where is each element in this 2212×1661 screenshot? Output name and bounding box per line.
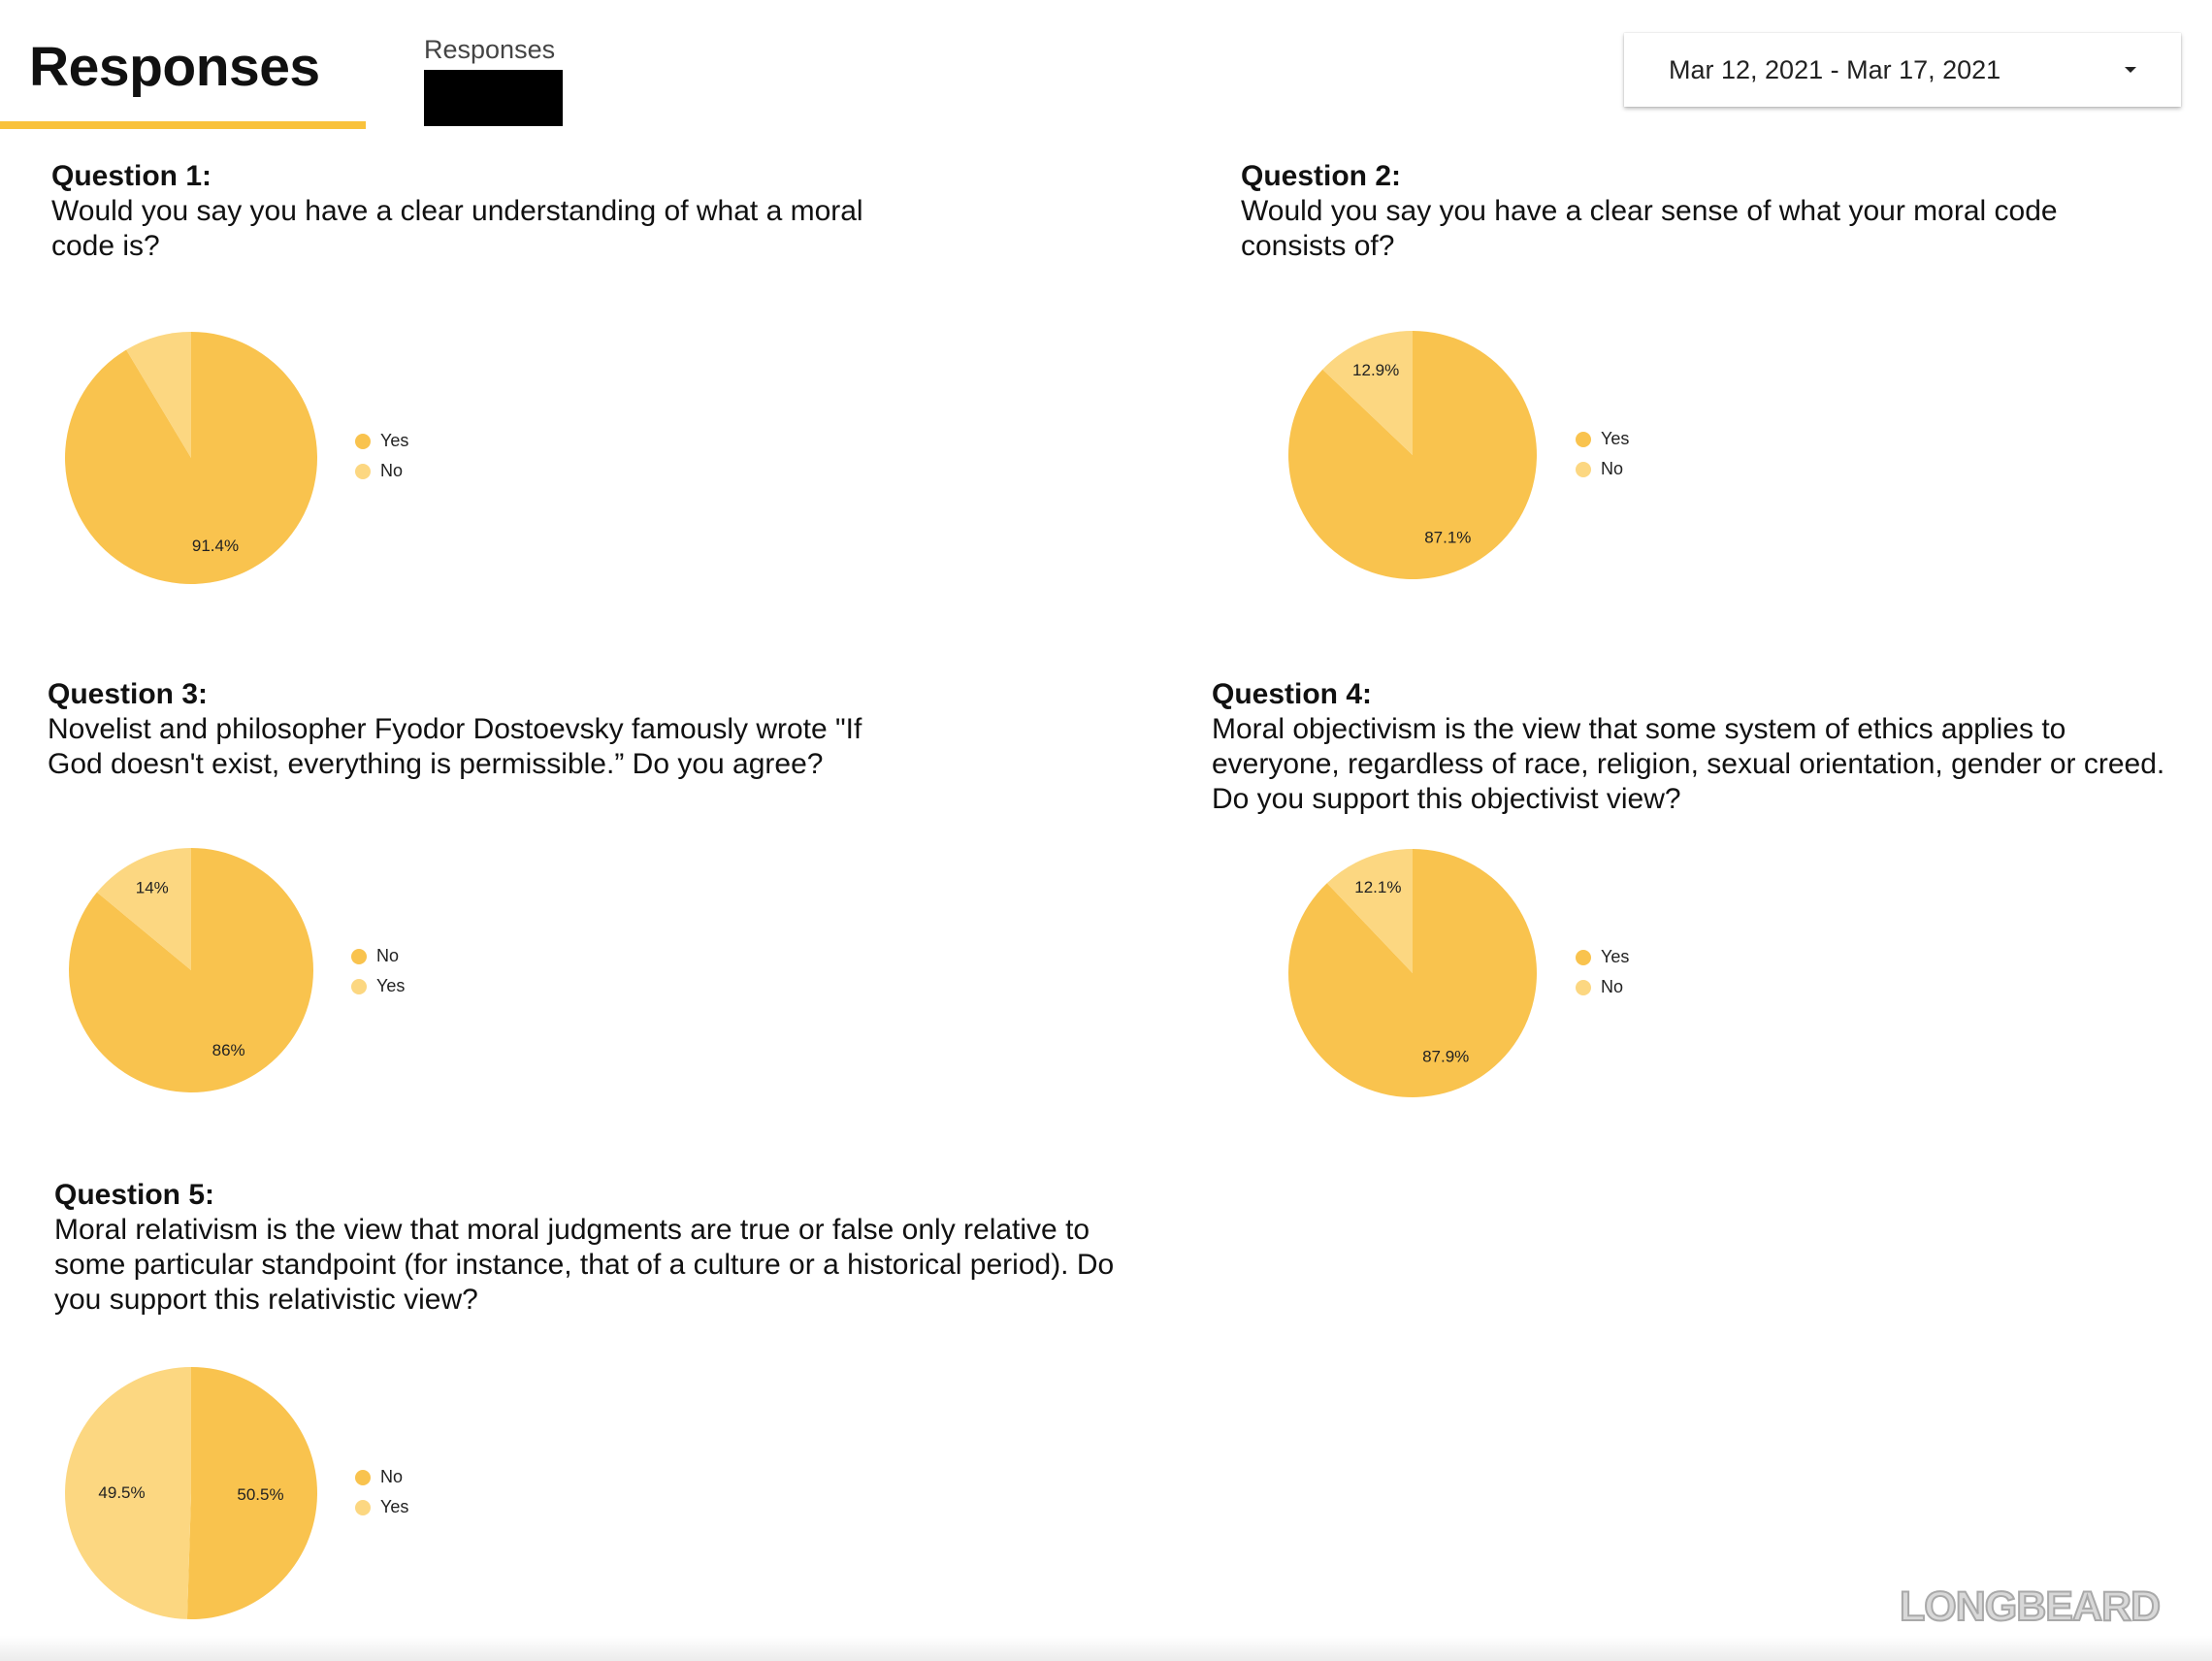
question-text-line: Novelist and philosopher Fyodor Dostoevsky famously wrote "If — [48, 713, 862, 745]
pie-chart-4 — [1285, 845, 1541, 1101]
legend-4 — [1576, 942, 1629, 1002]
legend-2 — [1576, 424, 1629, 484]
question-text-line: Would you say you have a clear understanding of what a moral — [51, 195, 863, 227]
legend-item-yes[interactable] — [1576, 942, 1629, 972]
slice-data-label: 87.1% — [1424, 528, 1472, 547]
question-2 — [1241, 159, 2192, 264]
legend-item-no[interactable] — [1576, 454, 1629, 484]
legend-label: No — [1601, 459, 1624, 478]
question-text-line: Moral relativism is the view that moral judgments are true or false only relative to — [54, 1214, 1090, 1246]
page-title: Responses — [29, 36, 320, 98]
pie-chart-2 — [1285, 327, 1541, 583]
question-3 — [48, 677, 1115, 782]
question-4 — [1212, 677, 2192, 817]
redacted-block — [424, 70, 563, 126]
question-heading: Question 4: — [1212, 678, 1373, 710]
tab-label[interactable]: Responses — [424, 35, 556, 64]
legend-5 — [355, 1462, 408, 1522]
question-text-line: consists of? — [1241, 230, 1395, 262]
question-heading: Question 5: — [54, 1179, 215, 1211]
legend-swatch — [1576, 950, 1591, 965]
date-range-text: Mar 12, 2021 - Mar 17, 2021 — [1669, 55, 2001, 84]
legend-label: No — [380, 1467, 404, 1486]
legend-swatch — [355, 1470, 371, 1485]
longbeard-logo: LONGBEARD — [1900, 1583, 2161, 1630]
legend-item-yes[interactable] — [1576, 424, 1629, 454]
question-5 — [54, 1178, 1219, 1318]
chevron-down-icon — [2125, 67, 2136, 73]
legend-item-no[interactable] — [355, 456, 408, 486]
question-text-line: you support this relativistic view? — [54, 1284, 478, 1316]
slice-data-label: 91.4% — [191, 537, 240, 556]
legend-swatch — [355, 464, 371, 479]
legend-item-no[interactable] — [355, 1462, 408, 1492]
legend-1 — [355, 426, 408, 486]
legend-item-no[interactable] — [1576, 972, 1629, 1002]
legend-label: No — [380, 461, 404, 480]
legend-swatch — [355, 1500, 371, 1515]
slice-data-label: 12.9% — [1352, 360, 1400, 379]
legend-swatch — [355, 434, 371, 449]
question-text-line: Would you say you have a clear sense of what your moral code — [1241, 195, 2058, 227]
slice-data-label: 86% — [211, 1041, 245, 1060]
question-heading: Question 3: — [48, 678, 209, 710]
slice-data-label: 12.1% — [1354, 877, 1402, 896]
question-text-line: God doesn't exist, everything is permissible.” Do you agree? — [48, 748, 824, 780]
title-underline — [0, 121, 366, 129]
legend-label: Yes — [380, 1497, 409, 1516]
question-heading: Question 2: — [1241, 160, 1402, 192]
legend-3 — [351, 941, 405, 1001]
legend-label: Yes — [1601, 429, 1630, 448]
legend-item-no[interactable] — [351, 941, 405, 971]
question-1 — [51, 159, 1119, 264]
bottom-shade — [0, 1636, 2212, 1661]
slice-data-label: 50.5% — [237, 1485, 284, 1505]
legend-label: No — [1601, 977, 1624, 996]
legend-label: Yes — [1601, 947, 1630, 966]
legend-item-yes[interactable] — [355, 426, 408, 456]
legend-item-yes[interactable] — [351, 971, 405, 1001]
legend-item-yes[interactable] — [355, 1492, 408, 1522]
legend-swatch — [1576, 462, 1591, 477]
legend-swatch — [1576, 432, 1591, 447]
question-text-line: code is? — [51, 230, 160, 262]
slice-data-label: 14% — [135, 878, 169, 897]
pie-chart-5 — [61, 1363, 321, 1623]
question-text-line: everyone, regardless of race, religion, sexual orientation, gender or creed. — [1212, 748, 2165, 780]
question-text-line: Moral objectivism is the view that some system of ethics applies to — [1212, 713, 2066, 745]
question-heading: Question 1: — [51, 160, 212, 192]
legend-swatch — [351, 949, 367, 964]
pie-chart-3 — [65, 844, 317, 1096]
date-range-selector[interactable] — [1624, 33, 2181, 107]
legend-swatch — [1576, 980, 1591, 995]
question-text-line: Do you support this objectivist view? — [1212, 783, 1681, 815]
slice-data-label: 87.9% — [1422, 1047, 1470, 1066]
legend-label: Yes — [380, 431, 409, 450]
pie-chart-1 — [61, 328, 321, 588]
slice-data-label: 49.5% — [98, 1482, 146, 1502]
legend-label: Yes — [376, 976, 406, 995]
legend-swatch — [351, 979, 367, 994]
legend-label: No — [376, 946, 400, 965]
question-text-line: some particular standpoint (for instance, that of a culture or a historical period). Do — [54, 1249, 1115, 1281]
